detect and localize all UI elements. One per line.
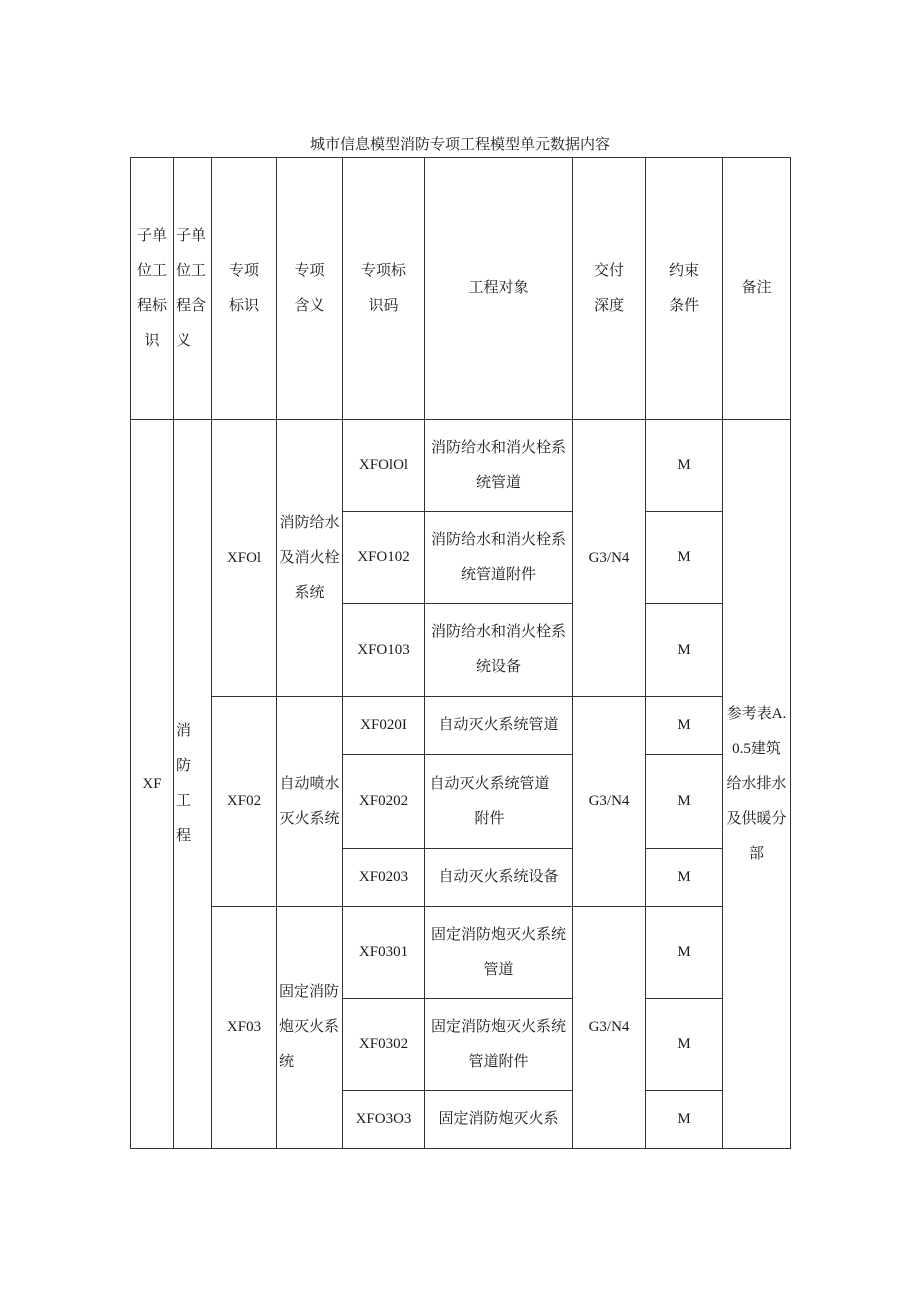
sub-unit-meaning: 消防工程 — [174, 420, 212, 1149]
special-meaning: 消防给水及消火栓系统 — [277, 420, 343, 697]
remark: 参考表A.0.5建筑给水排水及供暖分部 — [723, 420, 791, 1149]
constraint: M — [646, 420, 723, 512]
table-row — [131, 907, 791, 999]
special-id: XFOl — [212, 420, 277, 697]
constraint: M — [646, 999, 723, 1091]
document-title: 城市信息模型消防专项工程模型单元数据内容 — [309, 135, 610, 153]
header-object: 工程对象 — [425, 158, 573, 420]
special-id: XF03 — [212, 907, 277, 1149]
special-code: XFOlOl — [343, 420, 425, 512]
header-row — [131, 158, 791, 420]
engineering-object: 消防给水和消火栓系统设备 — [425, 604, 573, 697]
header-special-id: 专项标识 — [212, 158, 277, 420]
header-depth: 交付深度 — [573, 158, 646, 420]
delivery-depth: G3/N4 — [573, 697, 646, 907]
special-meaning: 固定消防炮灭火系统 — [277, 907, 343, 1149]
sub-unit-id: XF — [131, 420, 174, 1149]
header-special-meaning: 专项含义 — [277, 158, 343, 420]
delivery-depth: G3/N4 — [573, 420, 646, 697]
special-code: XF0302 — [343, 999, 425, 1091]
engineering-object: 固定消防炮灭火系统管道附件 — [425, 999, 573, 1091]
table-row — [131, 697, 791, 755]
special-code: XFO3O3 — [343, 1091, 425, 1149]
delivery-depth: G3/N4 — [573, 907, 646, 1149]
constraint: M — [646, 755, 723, 849]
constraint: M — [646, 907, 723, 999]
constraint: M — [646, 849, 723, 907]
constraint: M — [646, 512, 723, 604]
constraint: M — [646, 1091, 723, 1149]
special-code: XF0301 — [343, 907, 425, 999]
header-constraint: 约束条件 — [646, 158, 723, 420]
engineering-object: 固定消防炮灭火系统管道 — [425, 907, 573, 999]
special-code: XFO102 — [343, 512, 425, 604]
spec-table — [130, 157, 791, 1149]
constraint: M — [646, 604, 723, 697]
engineering-object: 固定消防炮灭火系 — [425, 1091, 573, 1149]
header-special-code: 专项标识码 — [343, 158, 425, 420]
table-row — [131, 420, 791, 512]
engineering-object: 自动灭火系统管道附件 — [425, 755, 573, 849]
special-code: XFO103 — [343, 604, 425, 697]
special-code: XF0202 — [343, 755, 425, 849]
header-sub-unit-id: 子单位工程标识 — [131, 158, 174, 420]
engineering-object: 消防给水和消火栓系统管道附件 — [425, 512, 573, 604]
header-remark: 备注 — [723, 158, 791, 420]
special-id: XF02 — [212, 697, 277, 907]
engineering-object: 自动灭火系统设备 — [425, 849, 573, 907]
engineering-object: 自动灭火系统管道 — [425, 697, 573, 755]
special-code: XF020I — [343, 697, 425, 755]
special-meaning: 自动喷水灭火系统 — [277, 697, 343, 907]
engineering-object: 消防给水和消火栓系统管道 — [425, 420, 573, 512]
constraint: M — [646, 697, 723, 755]
special-code: XF0203 — [343, 849, 425, 907]
header-sub-unit-meaning: 子单位工程含义 — [174, 158, 212, 420]
